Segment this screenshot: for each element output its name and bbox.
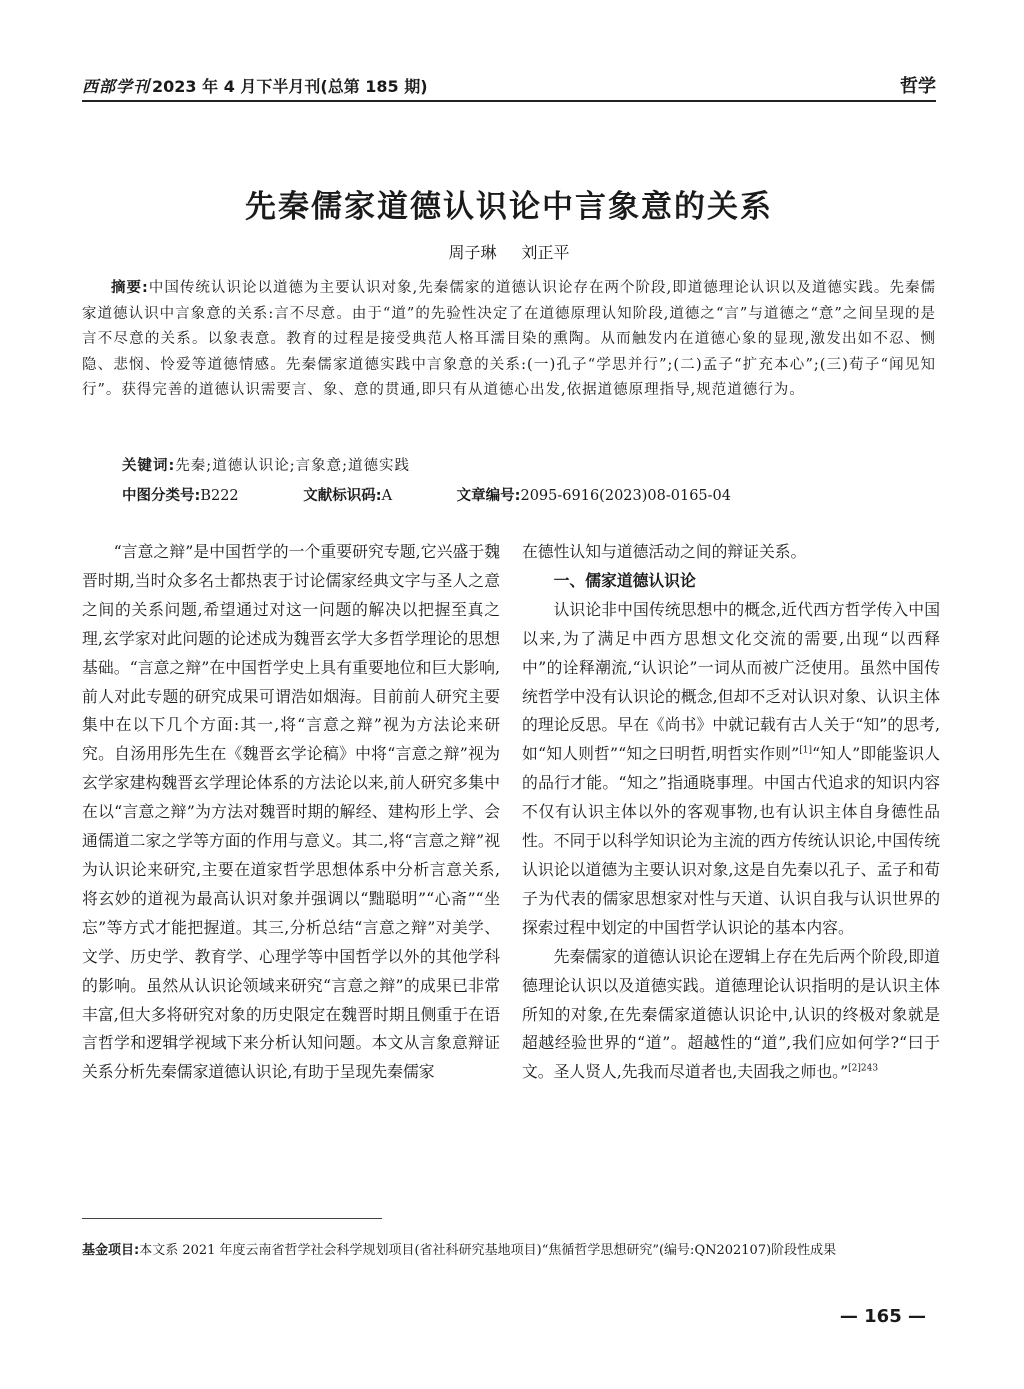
body-paragraph — [522, 596, 940, 943]
clc-number — [122, 488, 239, 504]
author-name: 刘正平 — [521, 243, 570, 262]
article-title: 先秦儒家道德认识论中言象意的关系 — [245, 188, 773, 225]
keywords-label: 关键词: — [122, 458, 176, 474]
page-number: — 165 — — [839, 1306, 926, 1327]
body-paragraph — [522, 943, 940, 1088]
doc-code-value: A — [381, 488, 393, 504]
footnote-text: 本文系 2021 年度云南省哲学社会科学规划项目(省社科研究基地项目)“焦循哲学思想研究”(编号:QN202107)阶段性成果 — [139, 1243, 837, 1258]
running-header — [82, 68, 936, 102]
body-column-right — [522, 538, 940, 1087]
doc-code-label: 文献标识码: — [303, 488, 382, 504]
funding-footnote — [82, 1240, 936, 1262]
author-list — [82, 240, 936, 263]
body-column-left — [82, 538, 500, 1087]
classification-line — [122, 484, 791, 505]
document-code — [303, 488, 392, 504]
paragraph-text: 先秦儒家的道德认识论在逻辑上存在先后两个阶段,即道德理论认识以及道德实践。道德理论认识指明的是认识主体所知的对象,在先秦儒家道德认识论中,认识的终极对象就是超越经验世界的“道”。超越性的“道”,我们应如何学?“曰于文。圣人贤人,先我而尽道者也,夫固我之师也。” — [522, 946, 940, 1082]
section-heading: 一、儒家道德认识论 — [553, 570, 696, 590]
abstract-text: 中国传统认识论以道德为主要认识对象,先秦儒家的道德认识论存在两个阶段,即道德理论认识以及道德实践。先秦儒家道德认识中言象意的关系:言不尽意。由于“道”的先验性决定了在道德原理认知阶段,道德之“言”与道德之“意”之间呈现的是言不尽意的关系。以象表意。教育的过程是接受典范人格耳濡目染的熏陶。从而触发内在道德心象的显现,激发出如不忍、恻隐、悲悯、怜爱等道德情感。先秦儒家道德实践中言象意的关系:(一)孔子“学思并行”;(二)孟子“扩充本心”;(三)荀子“闻见知行”。获得完善的道德认识需要言、象、意的贯通,即只有从道德心出发,依据道德原理指导,规范道德行为。 — [82, 280, 936, 398]
article-no-label: 文章编号: — [456, 488, 521, 504]
journal-issue-line — [82, 74, 428, 97]
header-rule — [82, 100, 936, 102]
author-name: 周子琳 — [448, 243, 497, 262]
abstract — [82, 276, 936, 404]
abstract-label: 摘要: — [111, 280, 149, 296]
issue-info: 2023 年 4 月下半月刊(总第 185 期) — [152, 77, 428, 96]
body-paragraph: “言意之辩”是中国哲学的一个重要研究专题,它兴盛于魏晋时期,当时众多名士都热衷于讨论儒家经典文字与圣人之意之间的关系问题,希望通过对这一问题的解决以把握至真之理,玄学家对此问题的论述成为魏晋玄学大多哲学理论的思想基础。“言意之辩”在中国哲学史上具有重要地位和巨大影响,前人对此专题的研究成果可谓浩如烟海。目前前人研究主要集中在以下几个方面:其一,将“言意之辩”视为方法论来研究。自汤用彤先生在《魏晋玄学论稿》中将“言意之辩”视为玄学家建构魏晋玄学理论体系的方法论以来,前人研究多集中在以“言意之辩”为方法对魏晋时期的解经、建构形上学、会通儒道二家之学等方面的作用与意义。其二,将“言意之辩”视为认识论来研究,主要在道家哲学思想体系中分析言意关系,将玄妙的道视为最高认识对象并强调以“黜聪明”“心斋”“坐忘”等方式才能把握道。其三,分析总结“言意之辩”对美学、文学、历史学、教育学、心理学等中国哲学以外的其他学科的影响。虽然从认识论领域来研究“言意之辩”的成果已非常丰富,但大多将研究对象的历史限定在魏晋时期且侧重于在语言哲学和逻辑学视域下来分析认知问题。本文从言象意辩证关系分析先秦儒家道德认识论,有助于呈现先秦儒家 — [82, 542, 500, 1082]
keywords — [122, 454, 410, 475]
section-name: 哲学 — [900, 76, 936, 97]
clc-label: 中图分类号: — [122, 488, 201, 504]
footnote-rule — [82, 1218, 382, 1219]
paragraph-text: “知人”即能鉴识人的品行才能。“知之”指通晓事理。中国古代追求的知识内容不仅有认识主体以外的客观事物,也有认识主体自身德性品性。不同于以科学知识论为主流的西方传统认识论,中国传统认识论以道德为主要认识对象,这是自先秦以孔子、孟子和荀子为代表的儒家思想家对性与天道、认识自我与认识世界的探索过程中划定的中国哲学认识论的基本内容。 — [522, 744, 941, 937]
journal-logo: 西部学刊 — [82, 77, 151, 96]
body-paragraph-continued: 在德性认知与道德活动之间的辩证关系。 — [522, 542, 807, 561]
footnote-label: 基金项目: — [82, 1243, 140, 1258]
citation-ref: [1] — [799, 746, 812, 757]
citation-ref: [2]243 — [848, 1064, 879, 1075]
article-no-value: 2095-6916(2023)08-0165-04 — [520, 488, 732, 504]
article-number — [457, 488, 731, 504]
paragraph-text: 认识论非中国传统思想中的概念,近代西方哲学传入中国以来,为了满足中西方思想文化交流的需要,出现“以西释中”的诠释潮流,“认识论”一词从而被广泛使用。虽然中国传统哲学中没有认识论的概念,但却不乏对认识对象、认识主体的理论反思。早在《尚书》中就记载有古人关于“知”的思考,如“知人则哲”“知之曰明哲,明哲实作则” — [522, 599, 940, 764]
clc-value: B222 — [200, 488, 239, 504]
keywords-text: 先秦;道德认识论;言象意;道德实践 — [175, 458, 410, 474]
